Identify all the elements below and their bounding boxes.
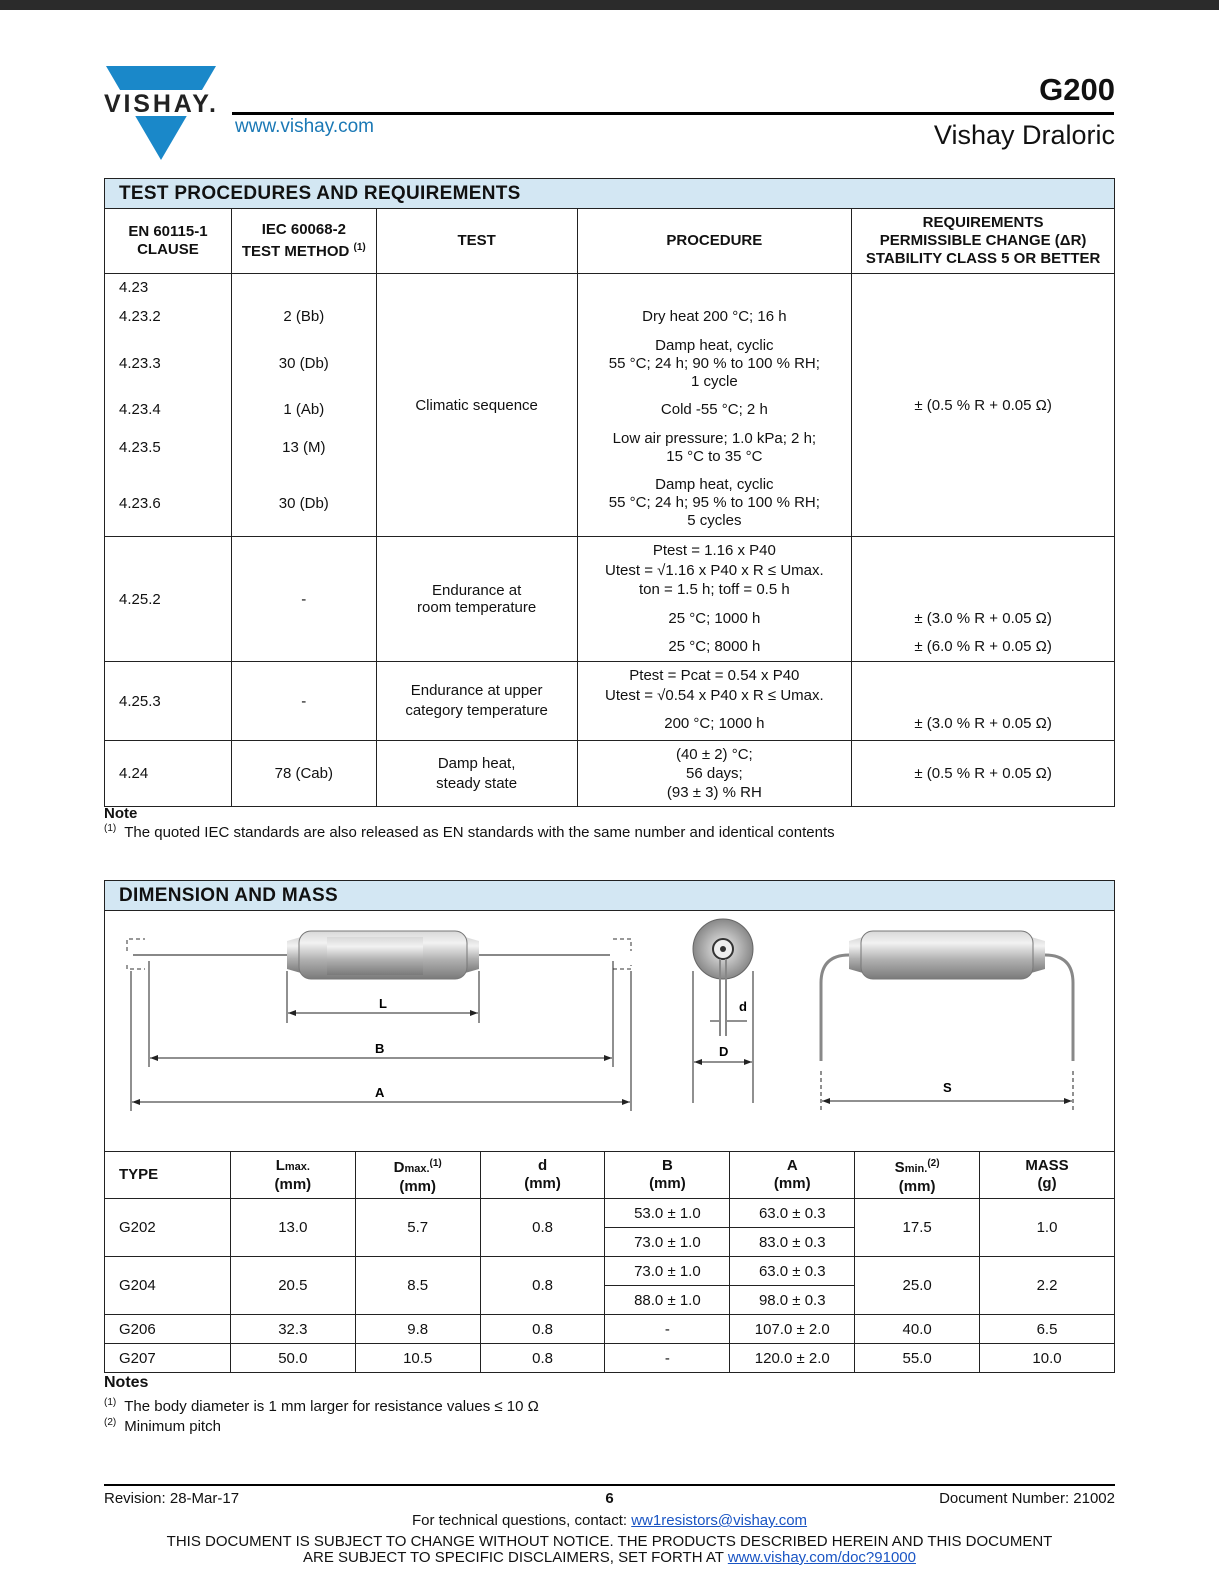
endurance-upper-requirement: ± (3.0 % R + 0.05 Ω) xyxy=(852,662,1115,741)
dim-label-D: D xyxy=(719,1044,729,1059)
dimension-note-2: $^{(2)}$ Minimum pitch xyxy=(104,1417,221,1435)
dimension-note-1: $^{(1)}$ The body diameter is 1 mm larger for resistance values ≤ 10 Ω xyxy=(104,1397,539,1415)
logo-text: VISHAY. xyxy=(104,90,216,118)
website-link[interactable]: www.vishay.com xyxy=(235,116,375,137)
col-mass: MASS (g) xyxy=(980,1152,1115,1199)
dimension-diagram xyxy=(104,911,1115,1151)
table-row-endurance-upper xyxy=(105,662,1115,741)
test-note: $^{(1)}$ The quoted IEC standards are also released as EN standards with the same number and identical contents xyxy=(104,823,835,841)
dim-label-A: A xyxy=(375,1085,385,1100)
dimension-section-title: DIMENSION AND MASS xyxy=(104,880,1115,911)
table-row-climatic xyxy=(105,274,1115,537)
endurance-room-clause: 4.25.2 xyxy=(105,537,232,662)
disclaimer-link[interactable]: www.vishay.com/doc?91000 xyxy=(727,1549,916,1566)
table-row: G206 32.3 9.8 0.8 - 107.0 ± 2.0 40.0 6.5 xyxy=(105,1315,1115,1344)
table-row: 73.0 ± 1.0 83.0 ± 0.3 xyxy=(105,1228,1115,1257)
col-procedure: PROCEDURE xyxy=(577,209,852,274)
dim-label-B: B xyxy=(375,1041,385,1056)
dim-label-d: d xyxy=(739,999,747,1014)
climatic-methods: 2 (Bb) 30 (Db) 1 (Ab) 13 (M) 30 (Db) xyxy=(231,274,376,537)
col-d: d (mm) xyxy=(480,1152,605,1199)
vishay-logo xyxy=(104,66,218,162)
climatic-test: Climatic sequence xyxy=(376,274,577,537)
endurance-upper-method: - xyxy=(231,662,376,741)
col-lmax: Lmax. (mm) xyxy=(230,1152,355,1199)
dim-label-L: L xyxy=(379,996,387,1011)
table-row: 88.0 ± 1.0 98.0 ± 0.3 xyxy=(105,1286,1115,1315)
damp-heat-clause: 4.24 xyxy=(105,741,232,807)
table-row-endurance-room xyxy=(105,537,1115,662)
table-row: G204 20.5 8.5 0.8 73.0 ± 1.0 63.0 ± 0.3 25.0 2.2 xyxy=(105,1257,1115,1286)
bent-lead-resistor xyxy=(821,931,1073,1111)
col-requirements: REQUIREMENTS PERMISSIBLE CHANGE (ΔR) STABILITY CLASS 5 OR BETTER xyxy=(852,209,1115,274)
footer-rule xyxy=(104,1484,1115,1486)
col-type: TYPE xyxy=(105,1152,231,1199)
damp-heat-test: Damp heat, steady state xyxy=(376,741,577,807)
footer-page-number: 6 xyxy=(605,1490,614,1507)
end-view xyxy=(693,919,753,1103)
climatic-requirement: ± (0.5 % R + 0.05 Ω) xyxy=(852,274,1115,537)
endurance-upper-test: Endurance at upper category temperature xyxy=(376,662,577,741)
climatic-clauses: 4.23 4.23.2 4.23.3 4.23.4 4.23.5 4.23.6 xyxy=(105,274,232,537)
dimension-table-header xyxy=(105,1152,1115,1199)
col-smin: Smin.$^{(2)}$ (mm) xyxy=(855,1152,980,1199)
damp-heat-procedure: (40 ± 2) °C; 56 days; (93 ± 3) % RH xyxy=(577,741,852,807)
endurance-room-method: - xyxy=(231,537,376,662)
table-row: G202 13.0 5.7 0.8 53.0 ± 1.0 63.0 ± 0.3 17.5 1.0 xyxy=(105,1199,1115,1228)
test-table-header xyxy=(105,209,1115,274)
footer-disclaimer: THIS DOCUMENT IS SUBJECT TO CHANGE WITHOUT NOTICE. THE PRODUCTS DESCRIBED HEREIN AND THIS DOCUMENT ARE SUBJECT TO SPECIFIC DISCLAIMERS, SET FORTH AT www.vishay.com/doc?91000 xyxy=(166,1533,1053,1566)
test-table xyxy=(104,208,1115,807)
climatic-procedures: Dry heat 200 °C; 16 h Damp heat, cyclic 55 °C; 24 h; 90 % to 100 % RH; 1 cycle Cold -55 °C; 2 h Low air pressure; 1.0 kPa; 2 h; 15 °C to 35 °C Damp heat, cyclic 55 °C; 24 h; 95 % to 100 % RH; 5 cycles xyxy=(577,274,852,537)
dimension-notes-title: Notes xyxy=(104,1374,149,1391)
col-b: B (mm) xyxy=(605,1152,730,1199)
table-row-damp-heat xyxy=(105,741,1115,807)
table-row: G207 50.0 10.5 0.8 - 120.0 ± 2.0 55.0 10.0 xyxy=(105,1344,1115,1373)
dimension-table xyxy=(104,1151,1115,1373)
damp-heat-method: 78 (Cab) xyxy=(231,741,376,807)
col-a: A (mm) xyxy=(730,1152,855,1199)
resistor-drawings xyxy=(105,911,1114,1151)
endurance-room-requirements: ± (3.0 % R + 0.05 Ω) ± (6.0 % R + 0.05 Ω) xyxy=(852,537,1115,662)
top-bar xyxy=(0,0,1219,10)
test-note-title: Note xyxy=(104,805,138,822)
endurance-room-procedure: Ptest = 1.16 x P40 Utest = √1.16 x P40 x R ≤ Umax. ton = 1.5 h; toff = 0.5 h 25 °C; 1000 h 25 °C; 8000 h xyxy=(577,537,852,662)
header-rule xyxy=(232,112,1114,115)
endurance-room-test: Endurance at room temperature xyxy=(376,537,577,662)
axial-resistor xyxy=(127,931,631,1111)
company-name: Vishay Draloric xyxy=(933,120,1115,150)
damp-heat-requirement: ± (0.5 % R + 0.05 Ω) xyxy=(852,741,1115,807)
doc-title: G200 xyxy=(1039,72,1115,107)
endurance-upper-clause: 4.25.3 xyxy=(105,662,232,741)
contact-email-link[interactable]: ww1resistors@vishay.com xyxy=(631,1512,808,1529)
col-method: IEC 60068-2 TEST METHOD $^{(1)}$ xyxy=(231,209,376,274)
dim-label-S: S xyxy=(943,1080,952,1095)
col-test: TEST xyxy=(376,209,577,274)
footer-revision: Revision: 28-Mar-17 xyxy=(104,1490,240,1507)
footer-document-number: Document Number: 21002 xyxy=(939,1490,1115,1507)
endurance-upper-procedure: Ptest = Pcat = 0.54 x P40 Utest = √0.54 x P40 x R ≤ Umax. 200 °C; 1000 h xyxy=(577,662,852,741)
col-dmax: Dmax.$^{(1)}$ (mm) xyxy=(355,1152,480,1199)
footer-contact: For technical questions, contact: ww1resistors@vishay.com xyxy=(411,1512,808,1529)
col-clause: EN 60115-1 CLAUSE xyxy=(105,209,232,274)
test-section-title: TEST PROCEDURES AND REQUIREMENTS xyxy=(104,178,1115,209)
